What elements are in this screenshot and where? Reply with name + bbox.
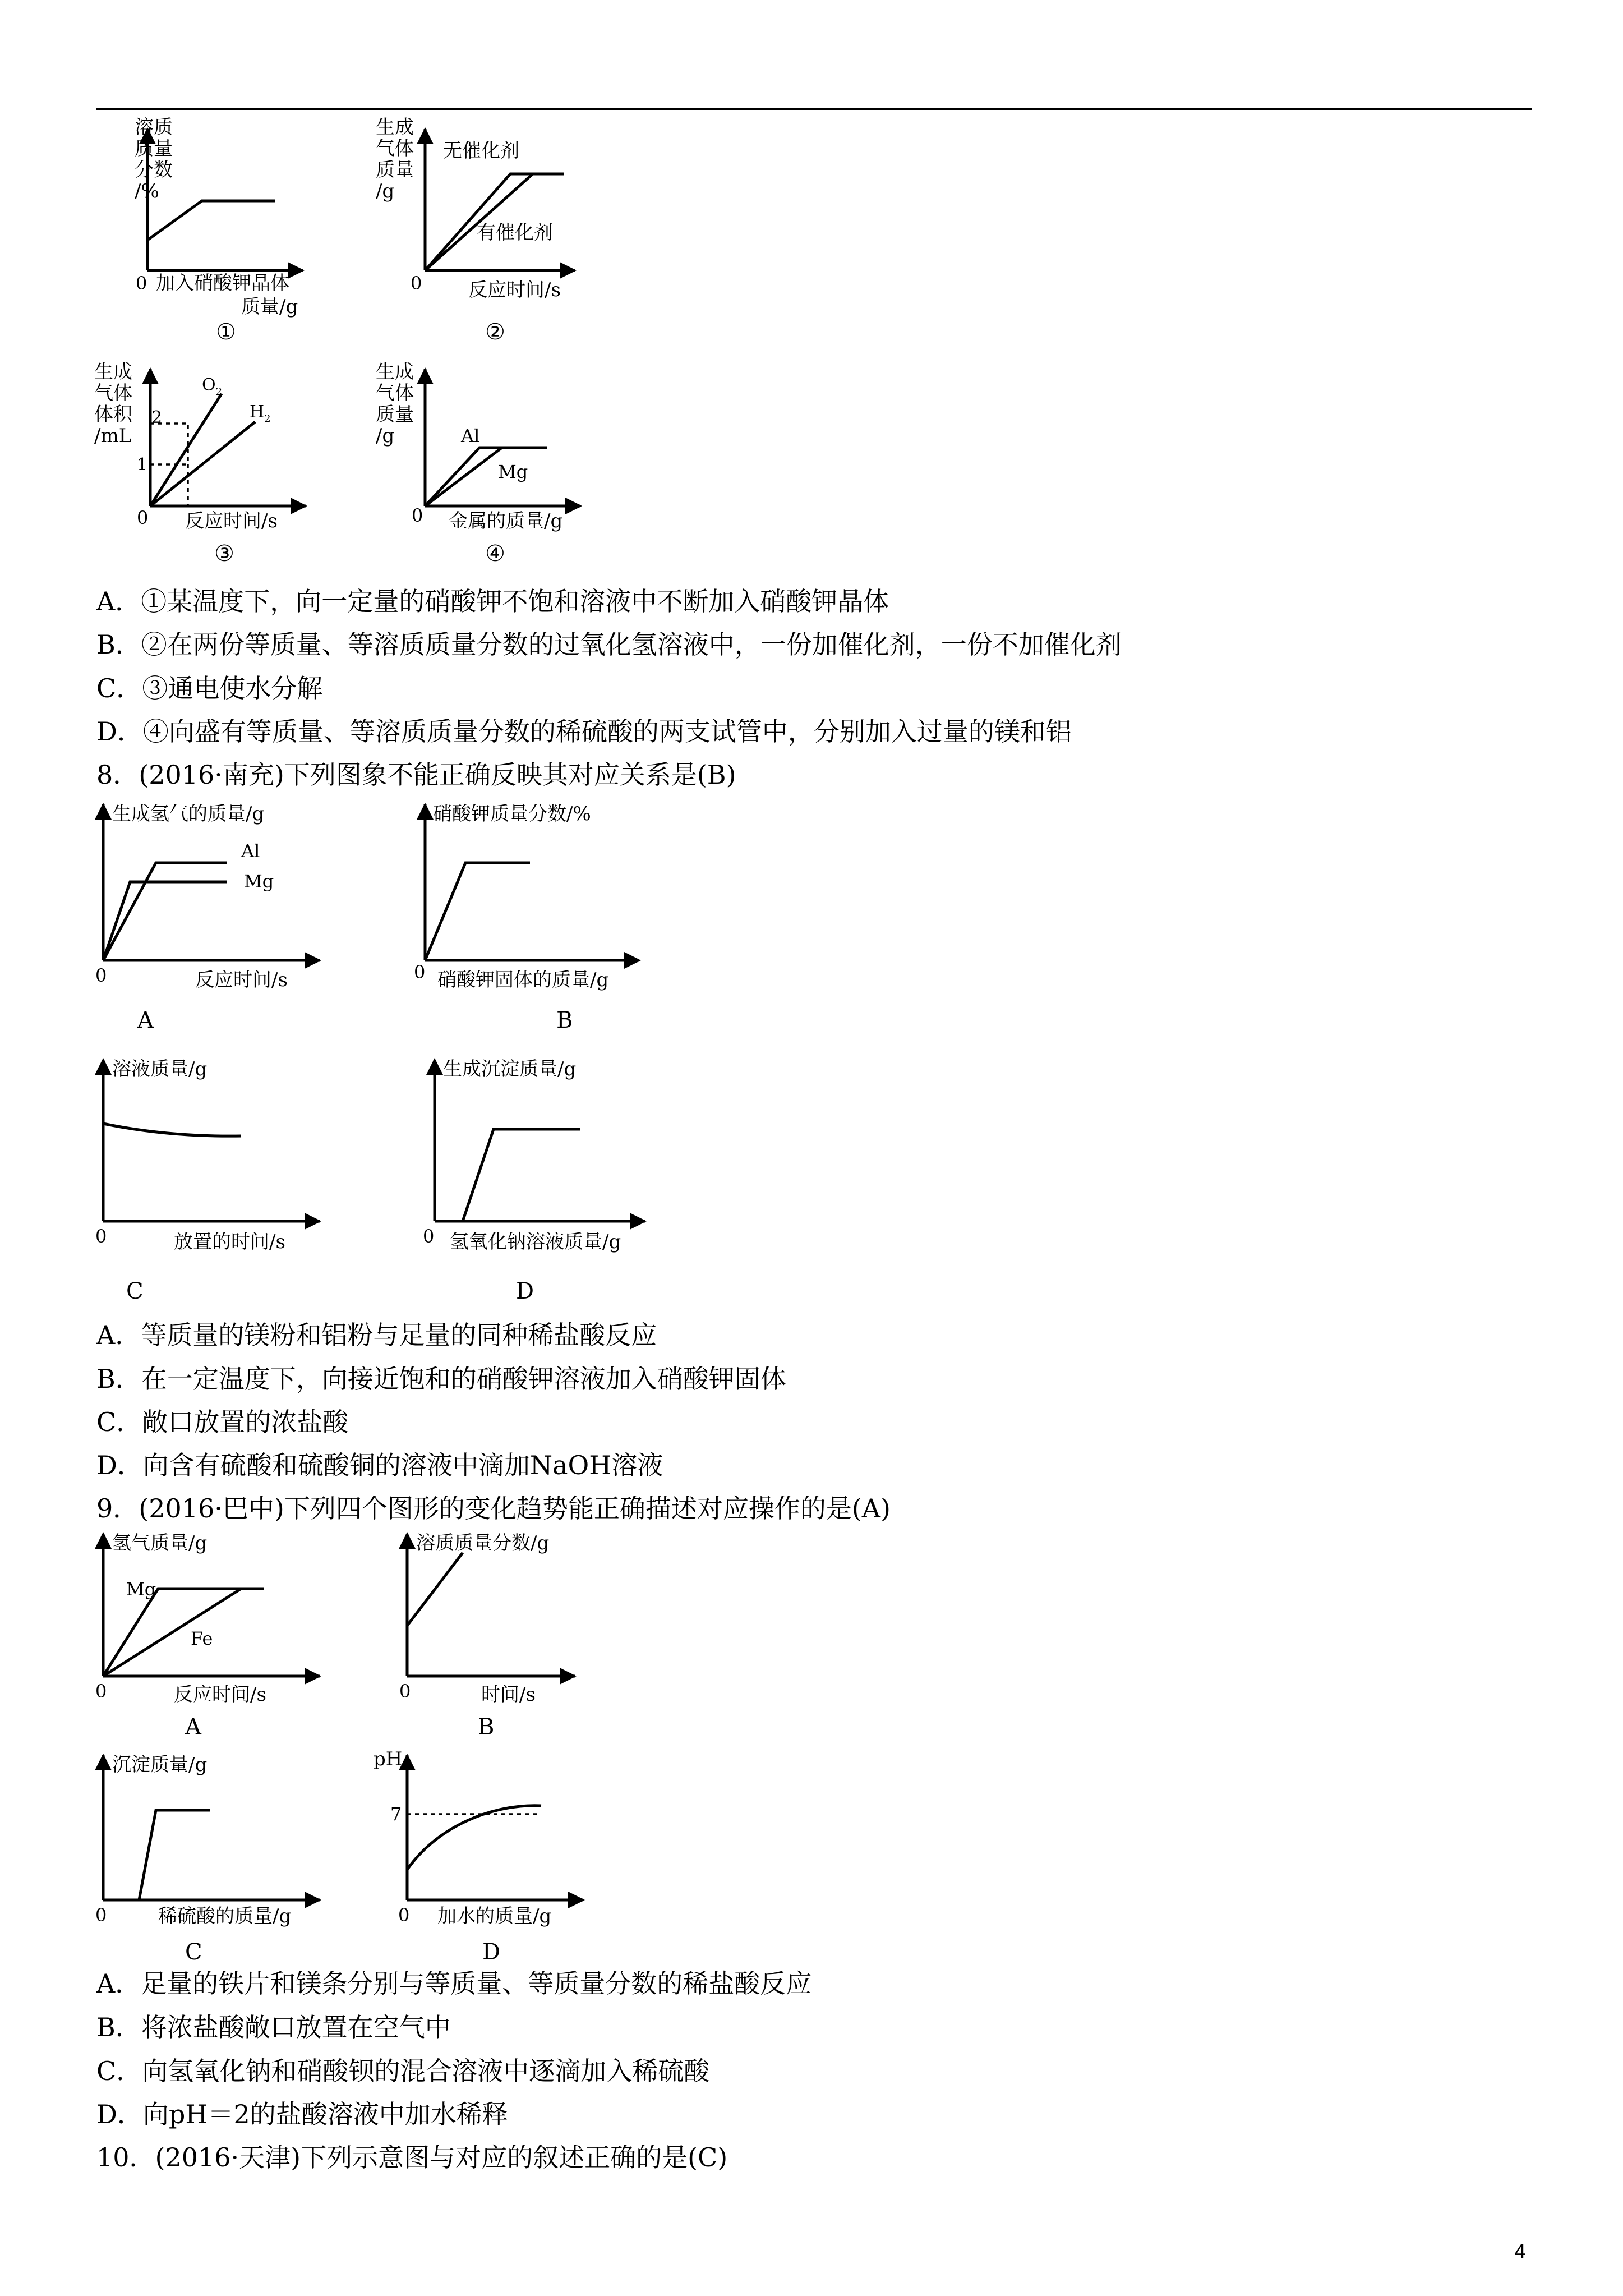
- q9-option-b: B．将浓盐酸敞口放置在空气中: [96, 2012, 451, 2042]
- xlabel: 反应时间/s: [195, 969, 288, 991]
- q7-option-a: A．①某温度下，向一定量的硝酸钾不饱和溶液中不断加入硝酸钾晶体: [96, 586, 889, 616]
- line-label: $O_2$: [202, 375, 223, 398]
- origin-label: 0: [137, 507, 149, 528]
- line-label: $H_2$: [250, 402, 271, 425]
- xlabel-line: 反应时间/s: [185, 510, 278, 532]
- line-label: 有催化剂: [477, 222, 553, 244]
- xlabel-line: 反应时间/s: [468, 279, 561, 301]
- origin-label: 0: [95, 965, 107, 986]
- q8-stem: 8．(2016·南充)下列图象不能正确反映其对应关系是(B): [96, 760, 736, 790]
- xlabel: 放置的时间/s: [174, 1231, 285, 1253]
- origin-label: 0: [411, 273, 422, 294]
- figure-number: ①: [216, 319, 236, 345]
- figure-letter: A: [185, 1714, 201, 1740]
- xlabel: 时间/s: [481, 1683, 536, 1706]
- figure-letter: D: [516, 1278, 534, 1304]
- ylabel: 生成氢气的质量/g: [112, 803, 265, 825]
- figure-7-1: [90, 118, 348, 353]
- ylabel-line: /g: [376, 425, 395, 447]
- q9-stem: 9．(2016·巴中)下列四个图形的变化趋势能正确描述对应操作的是(A): [96, 1493, 891, 1524]
- curve-al: [103, 863, 227, 960]
- ylabel-line: 溶质: [135, 116, 173, 139]
- figure-9-c: [90, 1747, 353, 1966]
- curve-mg: [103, 882, 227, 960]
- curve: [147, 201, 275, 240]
- origin-label: 0: [95, 1904, 107, 1926]
- xlabel: 稀硫酸的质量/g: [158, 1905, 292, 1927]
- q7-option-b: B．②在两份等质量、等溶质质量分数的过氧化氢溶液中，一份加催化剂，一份不加催化剂: [96, 629, 1122, 660]
- ylabel: 溶液质量/g: [112, 1058, 208, 1080]
- origin-label: 0: [414, 961, 426, 983]
- ylabel-line: 气体: [376, 137, 414, 160]
- curve-mg: [425, 448, 502, 506]
- figure-8-c: [90, 1052, 353, 1310]
- line-label: Mg: [498, 461, 528, 482]
- ylabel: 沉淀质量/g: [112, 1754, 208, 1776]
- q10-stem: 10．(2016·天津)下列示意图与对应的叙述正确的是(C): [96, 2142, 728, 2173]
- figure-number: ②: [485, 319, 505, 345]
- xlabel-line: 加入硝酸钾晶体: [156, 272, 289, 295]
- figure-letter: B: [556, 1007, 573, 1033]
- ylabel-line: 生成: [94, 361, 132, 383]
- figure-number: ④: [485, 541, 505, 567]
- ylabel-line: /%: [135, 180, 159, 203]
- ylabel-line: 质量: [135, 137, 173, 160]
- curve-fe: [103, 1589, 241, 1676]
- line-label: 无催化剂: [443, 140, 519, 162]
- ylabel-line: 质量: [376, 159, 414, 181]
- figure-8-d: [415, 1052, 707, 1310]
- y-tick: 1: [137, 455, 148, 475]
- q8-option-c: C．敞口放置的浓盐酸: [96, 1407, 349, 1437]
- xlabel: 硝酸钾固体的质量/g: [437, 969, 609, 991]
- ylabel-line: /mL: [94, 425, 132, 447]
- origin-label: 0: [398, 1904, 410, 1926]
- curve: [139, 1810, 210, 1900]
- figure-9-a: [90, 1526, 353, 1739]
- line-label: Al: [461, 425, 480, 447]
- origin-label: 0: [412, 505, 423, 526]
- ylabel: pH: [374, 1748, 403, 1770]
- ylabel-line: /g: [376, 180, 395, 203]
- header-rule: [96, 108, 1532, 110]
- xlabel-line: 金属的质量/g: [449, 510, 563, 532]
- q8-option-a: A．等质量的镁粉和铝粉与足量的同种稀盐酸反应: [96, 1320, 657, 1350]
- ylabel-line: 质量: [376, 403, 414, 426]
- figure-7-4: [359, 359, 617, 578]
- figure-7-3: [90, 359, 348, 578]
- origin-label: 0: [423, 1226, 435, 1247]
- figure-letter: D: [482, 1939, 501, 1965]
- curve: [425, 863, 530, 960]
- line-label: Mg: [244, 871, 274, 892]
- curve: [407, 1806, 541, 1870]
- y-tick: 2: [151, 408, 163, 427]
- figure-8-a: [90, 797, 353, 1032]
- origin-label: 0: [95, 1681, 107, 1702]
- xlabel: 氢氧化钠溶液质量/g: [450, 1231, 621, 1253]
- curve: [407, 1553, 463, 1626]
- q7-option-d: D．④向盛有等质量、等溶质质量分数的稀硫酸的两支试管中，分别加入过量的镁和铝: [96, 716, 1072, 747]
- figure-8-b: [393, 797, 684, 1032]
- figure-letter: C: [185, 1939, 202, 1965]
- figure-number: ③: [214, 541, 234, 567]
- line-label: Fe: [191, 1628, 213, 1649]
- curve: [103, 1124, 241, 1136]
- xlabel-line: 质量/g: [241, 296, 298, 318]
- xlabel: 反应时间/s: [174, 1683, 266, 1706]
- curve-mg: [103, 1589, 264, 1676]
- curve-al: [425, 448, 547, 506]
- line-label: Mg: [126, 1579, 156, 1600]
- ylabel: 氢气质量/g: [112, 1532, 208, 1554]
- line-label: Al: [241, 840, 260, 862]
- figure-letter: C: [126, 1278, 144, 1304]
- ylabel: 生成沉淀质量/g: [443, 1058, 577, 1080]
- ylabel-line: 分数: [135, 159, 173, 181]
- q8-option-d: D．向含有硫酸和硫酸铜的溶液中滴加NaOH溶液: [96, 1450, 663, 1480]
- ylabel: 硝酸钾质量分数/%: [433, 803, 591, 825]
- figure-letter: A: [137, 1007, 154, 1033]
- q8-option-b: B．在一定温度下，向接近饱和的硝酸钾溶液加入硝酸钾固体: [96, 1364, 786, 1394]
- curve: [463, 1129, 580, 1221]
- ylabel-line: 气体: [94, 382, 132, 404]
- q9-option-a: A．足量的铁片和镁条分别与等质量、等质量分数的稀盐酸反应: [96, 1968, 812, 1999]
- q9-option-c: C．向氢氧化钠和硝酸钡的混合溶液中逐滴加入稀硫酸: [96, 2056, 710, 2086]
- page-number: 4: [1514, 2241, 1527, 2263]
- ylabel-line: 体积: [94, 403, 132, 426]
- q7-option-c: C．③通电使水分解: [96, 673, 323, 703]
- y-tick: 7: [390, 1803, 402, 1825]
- q9-option-d: D．向pH＝2的盐酸溶液中加水稀释: [96, 2099, 508, 2129]
- ylabel: 溶质质量分数/g: [416, 1532, 550, 1554]
- ylabel-line: 生成: [376, 116, 414, 139]
- origin-label: 0: [399, 1681, 411, 1702]
- xlabel: 加水的质量/g: [437, 1905, 552, 1927]
- origin-label: 0: [95, 1226, 107, 1247]
- figure-letter: B: [478, 1714, 495, 1740]
- ylabel-line: 气体: [376, 382, 414, 404]
- figure-7-2: [359, 118, 617, 353]
- figure-9-d: [370, 1747, 634, 1966]
- figure-9-b: [387, 1526, 651, 1739]
- origin-label: 0: [136, 273, 147, 294]
- ylabel-line: 生成: [376, 361, 414, 383]
